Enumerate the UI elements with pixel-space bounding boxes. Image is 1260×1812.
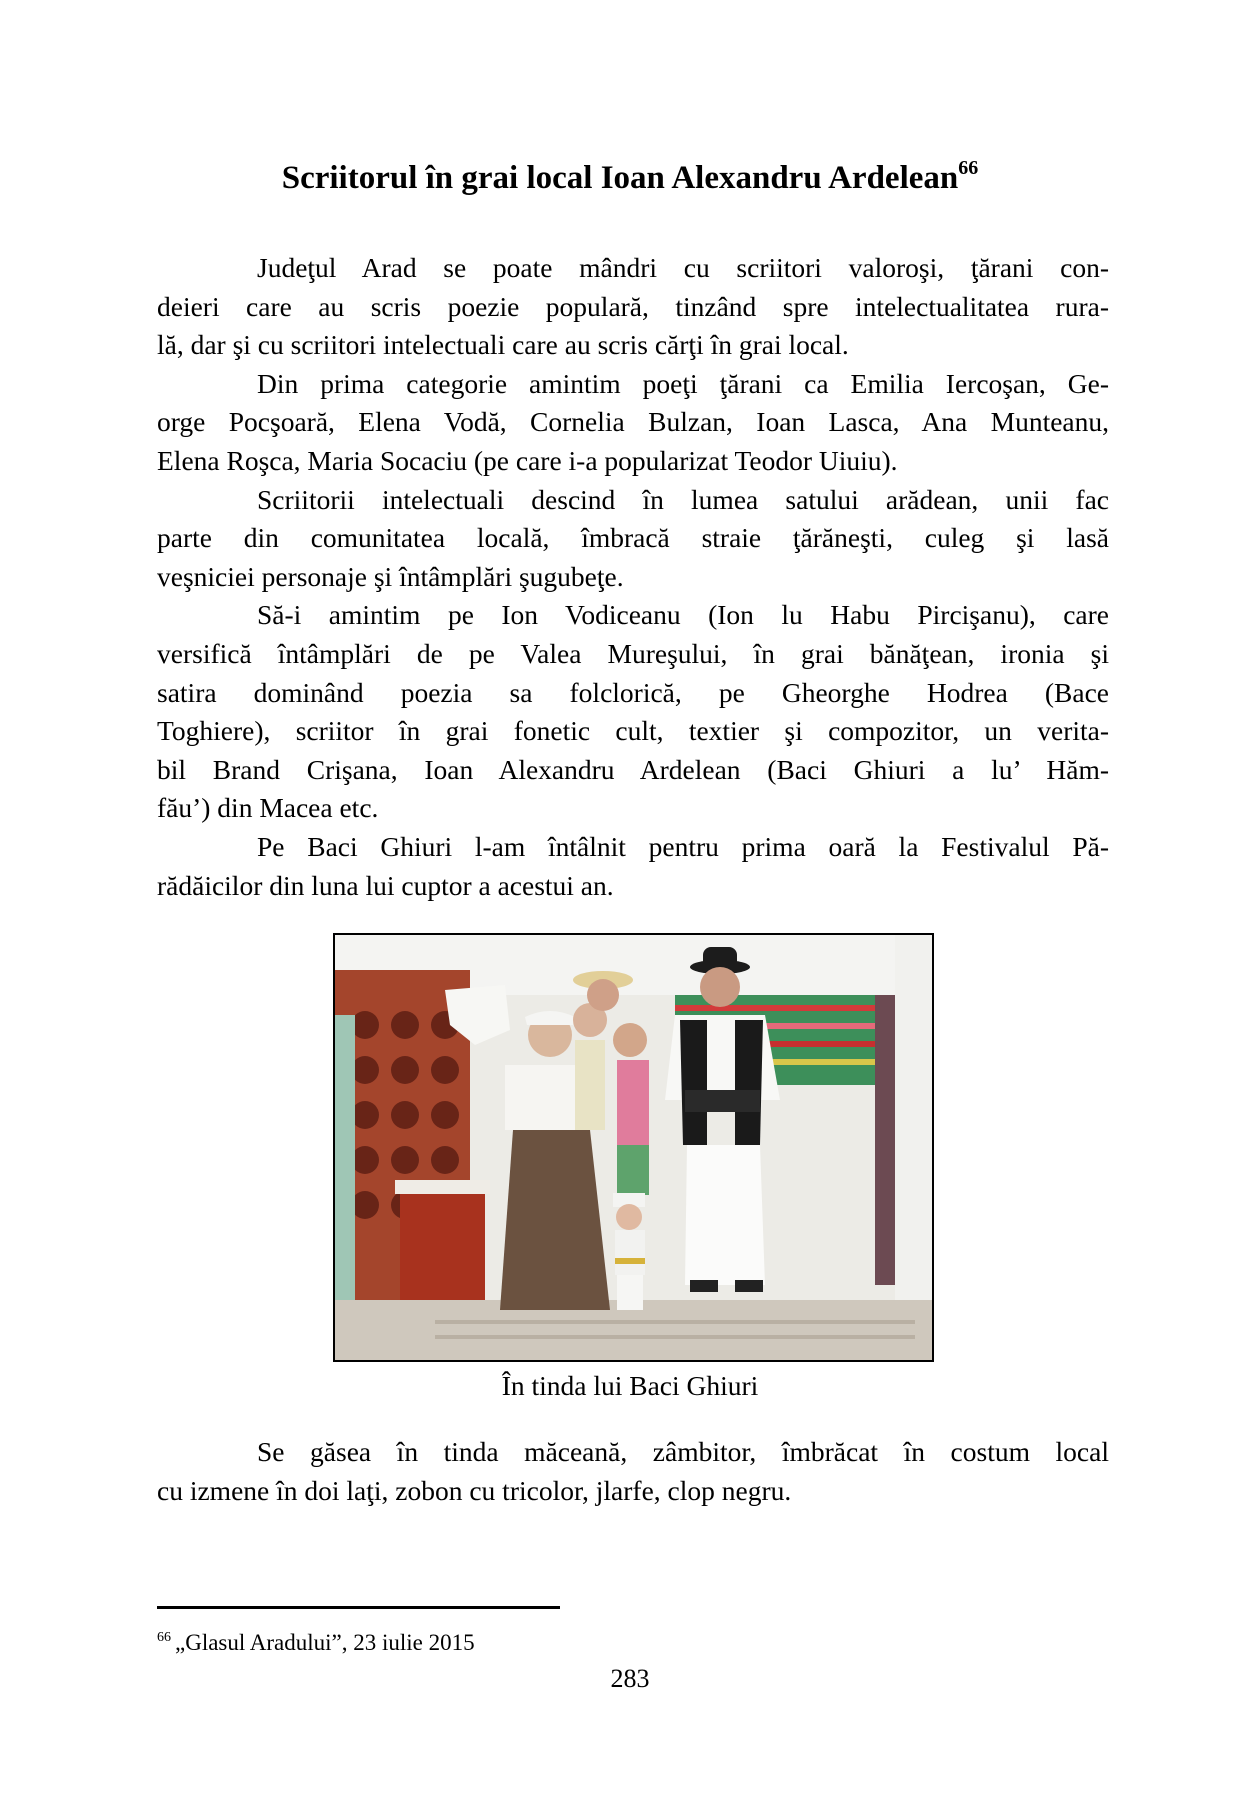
text-line: cu izmene în doi laţi, zobon cu tricolor, jlarfe, clop negru. (157, 1474, 792, 1506)
text-line: bil Brand Crişana, Ioan Alexandru Ardelean (Baci Ghiuri a lu’ Hăm- (157, 753, 1109, 785)
paragraph (157, 1433, 1109, 1510)
text-line: versifică întâmplări de pe Valea Mureşului, în grai bănăţean, ironia şi (157, 637, 1109, 669)
page-title (0, 158, 1260, 198)
text-line: Să-i amintim pe Ion Vodiceanu (Ion lu Habu Pircişanu), care (257, 599, 1109, 631)
text-line: deieri care au scris poezie populară, tinzând spre intelectualitatea rura- (157, 290, 1109, 322)
photo-figure (333, 933, 934, 1362)
text-line: fău’) din Macea etc. (157, 792, 379, 824)
text-line: Din prima categorie amintim poeţi ţărani ca Emilia Iercoşan, Ge- (257, 367, 1109, 399)
text-line: Se găsea în tinda măceană, zâmbitor, îmbrăcat în costum local (257, 1436, 1109, 1467)
text-line: rădăicilor din luna lui cuptor a acestui an. (157, 869, 614, 901)
photo-image (335, 935, 932, 1360)
text-line: satira dominând poezia sa folclorică, pe Gheorghe Hodrea (Bace (157, 676, 1109, 708)
photo-caption: În tinda lui Baci Ghiuri (501, 1370, 759, 1401)
text-line: Pe Baci Ghiuri l-am întâlnit pentru prima oară la Festivalul Pă- (257, 830, 1109, 862)
text-line: lă, dar şi cu scriitori intelectuali care au scris cărţi în grai local. (157, 329, 849, 361)
text-line: parte din comunitatea locală, îmbracă straie ţărăneşti, culeg şi lasă (157, 522, 1109, 554)
text-line: Elena Roşca, Maria Socaciu (pe care i-a popularizat Teodor Uiuiu). (157, 444, 898, 476)
body-text-bottom (157, 1433, 1109, 1510)
body-text-top (157, 249, 1109, 905)
text-line: Judeţul Arad se poate mândri cu scriitori valoroşi, ţărani con- (257, 252, 1109, 283)
footnote-separator (157, 1606, 560, 1609)
text-line: orge Pocşoară, Elena Vodă, Cornelia Bulzan, Ioan Lasca, Ana Munteanu, (157, 406, 1109, 438)
text-line: Toghiere), scriitor în grai fonetic cult, textier şi compozitor, un verita- (157, 715, 1109, 747)
text-line: veşniciei personaje şi întâmplări şugubeţe. (157, 560, 624, 592)
footnote-text: „Glasul Aradului”, 23 iulie 2015 (175, 1630, 475, 1655)
paragraph (157, 249, 1109, 365)
footnote-number: 66 (157, 1630, 171, 1645)
paragraph (157, 596, 1109, 828)
paragraph (157, 828, 1109, 905)
page-number: 283 (610, 1664, 650, 1693)
paragraph (157, 365, 1109, 481)
footnote (157, 1628, 475, 1658)
paragraph (157, 481, 1109, 597)
title-text: Scriitorul în grai local Ioan Alexandru Ardelean (281, 160, 959, 196)
footnote-reference[interactable]: 66 (958, 157, 979, 179)
text-line: Scriitorii intelectuali descind în lumea satului arădean, unii fac (257, 483, 1109, 515)
